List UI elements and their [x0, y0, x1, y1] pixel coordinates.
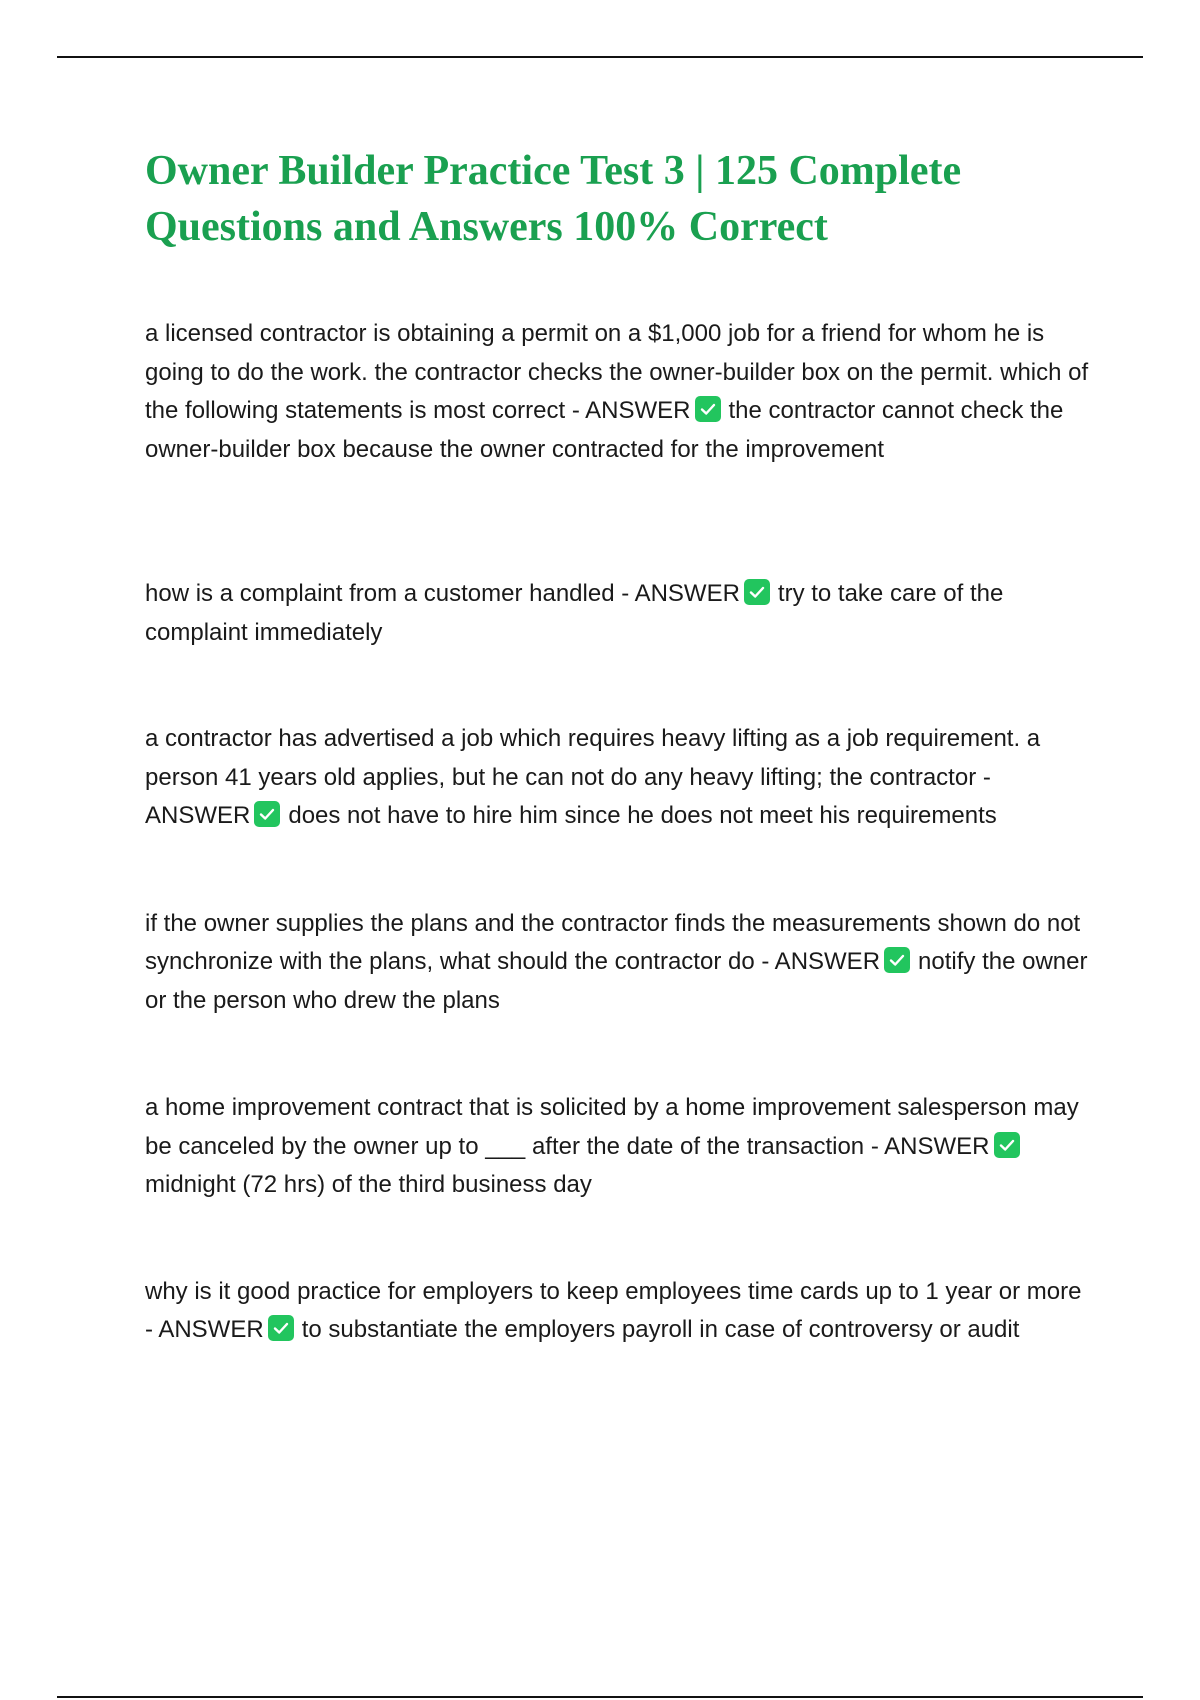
qa-list: [145, 315, 1090, 1456]
qa-item: [145, 905, 1090, 1021]
question-text: if the owner supplies the plans and the contractor finds the measurements shown do not synchronize with the plans, what should the contractor do - ANSWER: [145, 909, 1081, 975]
answer-text: to substantiate the employers payroll in case of controversy or audit: [301, 1316, 1020, 1343]
document-title: Owner Builder Practice Test 3 | 125 Complete Questions and Answers 100% Correct: [145, 148, 962, 250]
qa-item: [145, 1273, 1090, 1350]
answer-text: try to take care of the complaint immediately: [145, 580, 1004, 646]
bottom-divider: [57, 1696, 1143, 1698]
qa-item: [145, 1089, 1090, 1205]
answer-text: does not have to hire him since he does not meet his requirements: [288, 802, 997, 829]
answer-text: notify the owner or the person who drew the plans: [145, 948, 1088, 1014]
question-text: a contractor has advertised a job which requires heavy lifting as a job requirement. a person 41 years old applies, but he can not do any heavy lifting; the contractor - ANSWER: [145, 725, 1041, 829]
check-mark-icon: [744, 579, 770, 605]
question-text: why is it good practice for employers to keep employees time cards up to 1 year or more - ANSWER: [145, 1277, 1082, 1343]
qa-item: [145, 720, 1090, 836]
question-text: a licensed contractor is obtaining a permit on a $1,000 job for a friend for whom he is going to do the work. the contractor checks the owner-builder box on the permit. which of the following statements is most correct - ANSWER: [145, 320, 1089, 424]
check-mark-icon: [254, 801, 280, 827]
check-mark-icon: [994, 1132, 1020, 1158]
check-mark-icon: [268, 1315, 294, 1341]
check-mark-icon: [695, 396, 721, 422]
check-mark-icon: [884, 947, 910, 973]
top-divider: [57, 56, 1143, 58]
qa-item: [145, 315, 1090, 469]
question-text: a home improvement contract that is solicited by a home improvement salesperson may be canceled by the owner up to ___ after the date of the transaction - ANSWER: [145, 1094, 1079, 1160]
qa-item: [145, 575, 1090, 652]
answer-text: midnight (72 hrs) of the third business day: [145, 1171, 592, 1198]
question-text: how is a complaint from a customer handled - ANSWER: [145, 580, 740, 607]
answer-text: the contractor cannot check the owner-builder box because the owner contracted for the improvement: [145, 397, 1064, 463]
